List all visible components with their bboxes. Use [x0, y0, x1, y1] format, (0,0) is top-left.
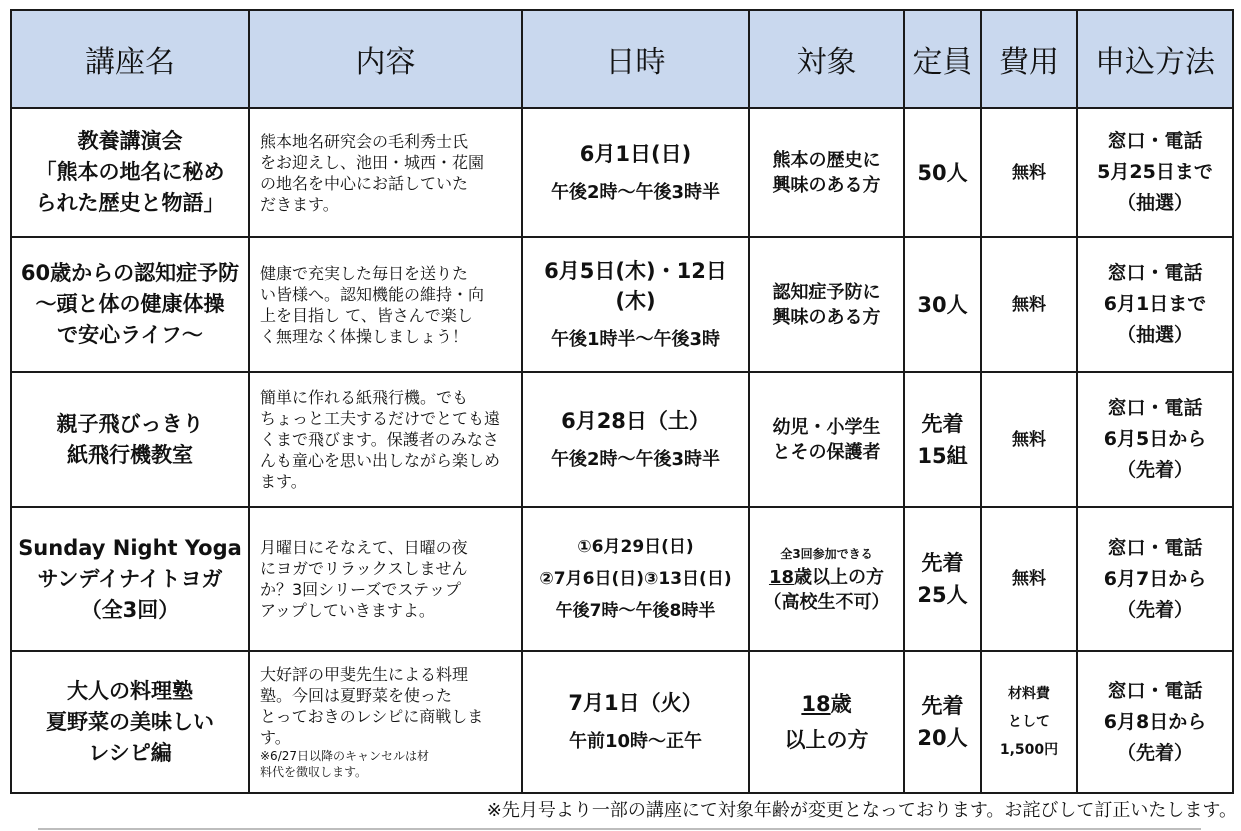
target-line: 興味のある方	[772, 174, 881, 196]
time-line: 午前10時～正午	[568, 731, 703, 752]
capacity-cell	[904, 372, 981, 507]
footnote: ※先月号より一部の講座にて対象年齢が変更となっております。お詫びして訂正いたします。	[486, 800, 1237, 821]
course-table	[10, 9, 1234, 794]
capacity-line: 25人	[917, 583, 968, 607]
header-capacity: 定員	[904, 10, 981, 108]
capacity-line: 先着	[921, 411, 964, 436]
capacity-cell	[904, 507, 981, 651]
course-name-line: ～頭と体の健康体操	[35, 292, 225, 316]
fee-line: 無料	[1012, 569, 1046, 589]
fee-cell	[981, 507, 1077, 651]
target-cell	[749, 651, 904, 793]
apply-line: （抽選）	[1116, 324, 1193, 346]
header-course: 講座名	[11, 10, 249, 108]
target-cell	[749, 237, 904, 372]
apply-line: （抽選）	[1116, 192, 1193, 214]
datetime-cell	[522, 237, 749, 372]
datetime-cell	[522, 372, 749, 507]
target-cell	[749, 108, 904, 237]
content-line: にヨガでリラックスしません	[260, 559, 468, 578]
content-line: ます。	[260, 472, 307, 491]
fee-line: として	[1008, 714, 1050, 730]
target-age: 18	[768, 567, 795, 588]
capacity-cell	[904, 108, 981, 237]
content-note-line: ※6/27日以降のキャンセルは材	[260, 749, 430, 763]
datetime-cell	[522, 108, 749, 237]
target-line: 以上の方	[784, 728, 869, 752]
course-name-line: 60歳からの認知症予防	[20, 261, 240, 285]
content-line: 健康で充実した毎日を送りた	[260, 263, 469, 283]
capacity-cell	[904, 237, 981, 372]
content-line: だきます。	[260, 194, 339, 214]
course-name-line: （全3回）	[80, 597, 180, 622]
table-row	[11, 108, 1233, 237]
content-line: か？3回シリーズでステップ	[260, 580, 462, 599]
table-row	[11, 651, 1233, 793]
course-name-line: レシピ編	[88, 740, 172, 765]
capacity-line: 先着	[921, 551, 964, 575]
apply-line: 6月1日まで	[1103, 293, 1207, 315]
target-text: 歳	[830, 692, 852, 716]
fee-line: 1,500円	[999, 742, 1059, 758]
capacity-line: 50人	[917, 160, 968, 185]
course-name-cell	[11, 507, 249, 651]
fee-cell	[981, 237, 1077, 372]
content-line: アップしていきますよ。	[260, 601, 435, 620]
content-line: とっておきのレシピに商戦しま	[260, 707, 484, 726]
datetime-cell	[522, 507, 749, 651]
apply-line: 6月5日から	[1103, 428, 1207, 450]
target-cell	[749, 372, 904, 507]
time-line: 午後2時～午後3時半	[550, 181, 721, 203]
fee-line: 材料費	[1008, 686, 1050, 702]
capacity-cell	[904, 651, 981, 793]
content-line: 大好評の甲斐先生による料理	[260, 665, 469, 684]
content-cell	[249, 507, 522, 651]
fee-cell	[981, 108, 1077, 237]
apply-line: 窓口・電話	[1107, 262, 1203, 284]
table-row	[11, 507, 1233, 651]
header-fee: 費用	[981, 10, 1077, 108]
content-line: 月曜日にそなえて、日曜の夜	[260, 538, 468, 557]
content-note-line: 料代を徴収します。	[260, 765, 368, 779]
target-line: とその保護者	[772, 441, 881, 463]
content-cell	[249, 651, 522, 793]
apply-cell	[1077, 108, 1233, 237]
header-target: 対象	[749, 10, 904, 108]
apply-line: 窓口・電話	[1107, 536, 1203, 559]
apply-line: 窓口・電話	[1107, 397, 1203, 419]
target-line	[756, 565, 897, 590]
course-name-line: で安心ライフ～	[57, 323, 203, 347]
content-line: 簡単に作れる紙飛行機。でも	[260, 388, 469, 407]
date-line: 6月1日(日)	[579, 141, 692, 166]
table-row	[11, 237, 1233, 372]
course-name-cell	[11, 651, 249, 793]
apply-cell	[1077, 372, 1233, 507]
course-name-line: 紙飛行機教室	[67, 442, 193, 467]
header-apply: 申込方法	[1077, 10, 1233, 108]
content-cell	[249, 108, 522, 237]
date-line: 6月28日（土）	[561, 408, 710, 433]
date-line: ①6月29日(日)	[577, 537, 694, 557]
datetime-cell	[522, 651, 749, 793]
target-line: 興味のある方	[772, 306, 881, 328]
apply-line: （先着）	[1116, 459, 1193, 481]
course-name-line: 「熊本の地名に秘め	[35, 160, 225, 184]
time-line: 午後2時～午後3時半	[550, 448, 721, 470]
content-line: んも童心を思い出しながら楽しめ	[260, 451, 501, 470]
capacity-line: 15組	[917, 443, 968, 468]
content-line: 塾。今回は夏野菜を使った	[260, 686, 453, 705]
content-line: す。	[260, 728, 291, 747]
date-line: 7月1日（火）	[568, 691, 703, 715]
target-line: 認知症予防に	[772, 281, 881, 303]
apply-line: 6月7日から	[1103, 567, 1207, 590]
target-cell	[749, 507, 904, 651]
date-line: 6月5日(木)・12日(木)	[544, 258, 727, 313]
header-datetime: 日時	[522, 10, 749, 108]
target-note: 全3回参加できる	[780, 547, 873, 561]
footer-divider	[38, 828, 1201, 830]
content-line: ちょっと工夫するだけでとても遠	[260, 409, 501, 428]
apply-line: （先着）	[1116, 598, 1193, 621]
table-body	[11, 108, 1233, 793]
course-name-line: 親子飛びっきり	[56, 411, 204, 436]
target-line	[756, 686, 897, 722]
content-cell	[249, 237, 522, 372]
table-row	[11, 372, 1233, 507]
apply-line: 窓口・電話	[1107, 679, 1203, 702]
fee-line: 無料	[1012, 162, 1046, 183]
content-line: くまで飛びます。保護者のみなさ	[260, 430, 499, 449]
apply-cell	[1077, 507, 1233, 651]
course-name-cell	[11, 108, 249, 237]
apply-line: 6月8日から	[1103, 710, 1207, 733]
target-line: （高校生不可）	[763, 592, 890, 613]
content-line: く無理なく体操しましょう！	[260, 326, 469, 346]
capacity-line: 30人	[917, 292, 968, 317]
capacity-line: 20人	[917, 726, 968, 750]
target-line: 熊本の歴史に	[772, 149, 881, 171]
fee-cell	[981, 651, 1077, 793]
target-text: 歳以上の方	[794, 567, 885, 588]
fee-line: 無料	[1012, 429, 1046, 450]
course-name-line: られた歴史と物語」	[35, 191, 225, 215]
fee-cell	[981, 372, 1077, 507]
header-row	[11, 10, 1233, 108]
fee-line: 無料	[1012, 294, 1046, 315]
time-line: 午後7時～午後8時半	[555, 601, 716, 621]
course-name-line: Sunday Night Yoga	[18, 535, 242, 560]
course-name-line: 夏野菜の美味しい	[46, 709, 214, 734]
apply-line: 5月25日まで	[1097, 161, 1213, 183]
content-line: 上を目指し て、皆さんで楽し	[260, 305, 473, 325]
course-name-line: 教養講演会	[77, 129, 183, 153]
apply-line: 窓口・電話	[1107, 130, 1203, 152]
apply-cell	[1077, 237, 1233, 372]
apply-line: （先着）	[1116, 741, 1193, 764]
header-content: 内容	[249, 10, 522, 108]
content-line: をお迎えし、池田・城西・花園	[260, 152, 485, 172]
course-name-line: サンデイナイトヨガ	[37, 566, 223, 591]
apply-cell	[1077, 651, 1233, 793]
content-line: の地名を中心にお話していた	[260, 173, 469, 193]
course-name-line: 大人の料理塾	[67, 678, 193, 703]
capacity-line: 先着	[921, 694, 964, 718]
content-cell	[249, 372, 522, 507]
target-line: 幼児・小学生	[772, 416, 881, 438]
content-line: 熊本地名研究会の毛利秀士氏	[260, 131, 469, 151]
date-line: ②7月6日(日)③13日(日)	[539, 569, 732, 589]
target-age: 18	[801, 692, 831, 716]
course-name-cell	[11, 237, 249, 372]
course-name-cell	[11, 372, 249, 507]
content-line: い皆様へ。認知機能の維持・向	[260, 284, 485, 304]
time-line: 午後1時半～午後3時	[550, 328, 721, 350]
